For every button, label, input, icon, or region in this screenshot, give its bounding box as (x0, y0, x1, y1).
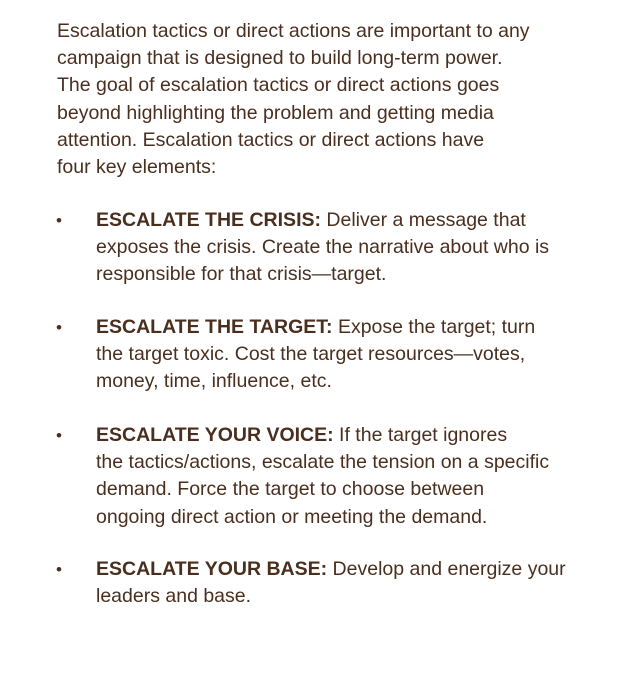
list-item-first-line (96, 422, 606, 449)
intro-line: attention. Escalation tactics or direct actions have (57, 128, 485, 151)
list-item-line: demand. Force the target to choose between (96, 478, 485, 501)
list-item-text (96, 314, 606, 396)
list-item-line: the tactics/actions, escalate the tension on a specific (96, 451, 550, 474)
intro-line: Escalation tactics or direct actions are important to any (57, 20, 530, 42)
list-item-first-line (96, 556, 606, 583)
list-item-heading: ESCALATE YOUR BASE: (96, 558, 328, 580)
list-item-line: exposes the crisis. Create the narrative about who is (96, 236, 550, 259)
list-item-heading: ESCALATE YOUR VOICE: (96, 424, 334, 446)
list-item-first-line (96, 207, 606, 234)
intro-line: campaign that is designed to build long-term power. (57, 47, 503, 70)
list-item-first-line (96, 314, 606, 341)
list-item-heading: ESCALATE THE TARGET: (96, 316, 333, 338)
list-item-heading: ESCALATE THE CRISIS: (96, 209, 321, 231)
intro-paragraph (57, 18, 597, 181)
list-item-line: the target toxic. Cost the target resources—votes, (96, 343, 526, 366)
list-item-line: If the target ignores (333, 424, 508, 446)
list-item-line: Develop and energize your (327, 558, 566, 580)
bullet-icon: • (56, 211, 62, 230)
bullet-icon: • (56, 318, 62, 337)
intro-line: The goal of escalation tactics or direct actions goes (57, 74, 500, 97)
list-item-line: Expose the target; turn (332, 316, 536, 338)
list-item-line: Deliver a message that (320, 209, 526, 231)
bullet-icon: • (56, 426, 62, 445)
list-item-line: leaders and base. (96, 585, 252, 608)
bullet-icon: • (56, 560, 62, 579)
list-item-line: ongoing direct action or meeting the demand. (96, 505, 488, 528)
list-item-text (96, 556, 606, 610)
list-item-line: responsible for that crisis—target. (96, 263, 387, 286)
list-item-line: money, time, influence, etc. (96, 370, 332, 393)
list-item-text (96, 207, 606, 289)
list-item-text (96, 422, 606, 531)
intro-line: beyond highlighting the problem and getting media (57, 101, 494, 124)
intro-line: four key elements: (57, 156, 217, 179)
